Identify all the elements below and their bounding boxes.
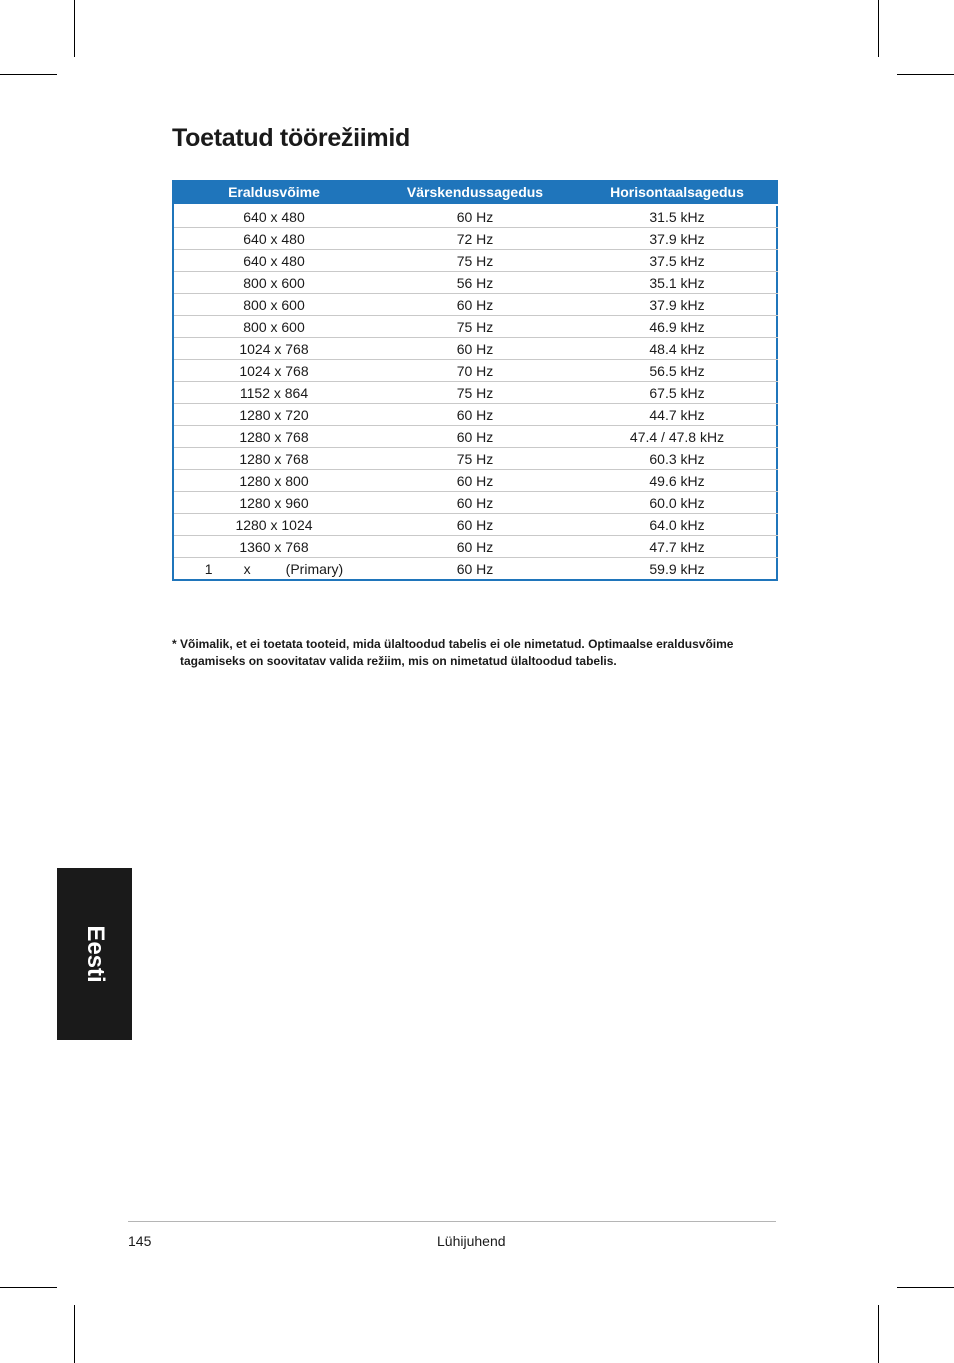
cell-resolution: 1152 x 864 bbox=[174, 382, 374, 404]
table-row bbox=[174, 492, 778, 514]
header-horizontal-frequency: Horisontaalsagedus bbox=[576, 180, 778, 205]
footnote-line-1: * Võimalik, et ei toetata tooteid, mida ülaltoodud tabelis ei ole nimetatud. Optimaalse eraldusvõime bbox=[172, 637, 734, 651]
cell-resolution: 800 x 600 bbox=[174, 316, 374, 338]
cell-refresh-rate: 75 Hz bbox=[374, 382, 576, 404]
table-row bbox=[174, 470, 778, 492]
cell-resolution: 1280 x 1024 bbox=[174, 514, 374, 536]
crop-mark bbox=[0, 74, 57, 75]
crop-mark bbox=[878, 0, 879, 57]
table-row bbox=[174, 338, 778, 360]
cell-horizontal-frequency: 49.6 kHz bbox=[576, 470, 778, 492]
header-refresh-rate: Värskendussagedus bbox=[374, 180, 576, 205]
crop-mark bbox=[74, 1305, 75, 1363]
cell-resolution: 1280 x 800 bbox=[174, 470, 374, 492]
cell-resolution: 1280 x 720 bbox=[174, 404, 374, 426]
cell-resolution: 640 x 480 bbox=[174, 228, 374, 250]
cell-horizontal-frequency: 48.4 kHz bbox=[576, 338, 778, 360]
crop-mark bbox=[0, 1287, 57, 1288]
cell-resolution: 800 x 600 bbox=[174, 294, 374, 316]
cell-horizontal-frequency: 60.3 kHz bbox=[576, 448, 778, 470]
cell-refresh-rate: 60 Hz bbox=[374, 294, 576, 316]
header-resolution: Eraldusvõime bbox=[174, 180, 374, 205]
table-row bbox=[174, 228, 778, 250]
cell-resolution: 1280 x 768 bbox=[174, 448, 374, 470]
table-row bbox=[174, 205, 778, 228]
cell-resolution: 800 x 600 bbox=[174, 272, 374, 294]
table-header bbox=[174, 180, 778, 205]
cell-resolution: 1024 x 768 bbox=[174, 360, 374, 382]
crop-mark bbox=[74, 0, 75, 57]
table-row bbox=[174, 294, 778, 316]
table-row bbox=[174, 536, 778, 558]
footer-doc-title: Lühijuhend bbox=[437, 1233, 506, 1249]
cell-resolution: 640 x 480 bbox=[174, 250, 374, 272]
modes-table bbox=[172, 180, 778, 581]
cell-refresh-rate: 60 Hz bbox=[374, 470, 576, 492]
cell-refresh-rate: 60 Hz bbox=[374, 514, 576, 536]
cell-horizontal-frequency: 37.5 kHz bbox=[576, 250, 778, 272]
cell-horizontal-frequency: 35.1 kHz bbox=[576, 272, 778, 294]
page-number: 145 bbox=[128, 1233, 152, 1249]
table-row bbox=[174, 250, 778, 272]
cell-resolution: 1280 x 768 bbox=[174, 426, 374, 448]
table-row bbox=[174, 272, 778, 294]
cell-refresh-rate: 75 Hz bbox=[374, 448, 576, 470]
cell-horizontal-frequency: 44.7 kHz bbox=[576, 404, 778, 426]
cell-horizontal-frequency: 56.5 kHz bbox=[576, 360, 778, 382]
page-title: Toetatud töörežiimid bbox=[172, 124, 410, 152]
footer-divider bbox=[128, 1221, 776, 1222]
table-row bbox=[174, 360, 778, 382]
table-row bbox=[174, 404, 778, 426]
cell-refresh-rate: 60 Hz bbox=[374, 205, 576, 228]
table-row bbox=[174, 558, 778, 580]
cell-horizontal-frequency: 47.7 kHz bbox=[576, 536, 778, 558]
cell-horizontal-frequency: 59.9 kHz bbox=[576, 558, 778, 580]
cell-resolution: 1280 x 960 bbox=[174, 492, 374, 514]
cell-horizontal-frequency: 31.5 kHz bbox=[576, 205, 778, 228]
crop-mark bbox=[897, 74, 954, 75]
cell-refresh-rate: 60 Hz bbox=[374, 558, 576, 580]
footnote-line-2: tagamiseks on soovitatav valida režiim, mis on nimetatud ülaltoodud tabelis. bbox=[180, 654, 617, 668]
cell-horizontal-frequency: 67.5 kHz bbox=[576, 382, 778, 404]
cell-horizontal-frequency: 46.9 kHz bbox=[576, 316, 778, 338]
cell-horizontal-frequency: 47.4 / 47.8 kHz bbox=[576, 426, 778, 448]
cell-horizontal-frequency: 37.9 kHz bbox=[576, 294, 778, 316]
cell-refresh-rate: 72 Hz bbox=[374, 228, 576, 250]
cell-horizontal-frequency: 60.0 kHz bbox=[576, 492, 778, 514]
language-tab bbox=[57, 868, 132, 1040]
cell-resolution: 1024 x 768 bbox=[174, 338, 374, 360]
language-tab-label: Eesti bbox=[81, 925, 109, 983]
table-row bbox=[174, 448, 778, 470]
cell-horizontal-frequency: 64.0 kHz bbox=[576, 514, 778, 536]
cell-refresh-rate: 56 Hz bbox=[374, 272, 576, 294]
cell-refresh-rate: 60 Hz bbox=[374, 492, 576, 514]
table-row bbox=[174, 316, 778, 338]
table-row bbox=[174, 382, 778, 404]
cell-refresh-rate: 75 Hz bbox=[374, 250, 576, 272]
crop-mark bbox=[878, 1305, 879, 1363]
cell-refresh-rate: 60 Hz bbox=[374, 426, 576, 448]
table-row bbox=[174, 426, 778, 448]
cell-refresh-rate: 75 Hz bbox=[374, 316, 576, 338]
crop-mark bbox=[897, 1287, 954, 1288]
table-row bbox=[174, 514, 778, 536]
cell-resolution: 1 x (Primary) bbox=[174, 558, 374, 580]
cell-refresh-rate: 60 Hz bbox=[374, 536, 576, 558]
cell-resolution: 640 x 480 bbox=[174, 205, 374, 228]
cell-resolution: 1360 x 768 bbox=[174, 536, 374, 558]
cell-refresh-rate: 70 Hz bbox=[374, 360, 576, 382]
footnote bbox=[172, 636, 782, 670]
cell-refresh-rate: 60 Hz bbox=[374, 338, 576, 360]
table-body bbox=[174, 205, 778, 579]
cell-horizontal-frequency: 37.9 kHz bbox=[576, 228, 778, 250]
cell-refresh-rate: 60 Hz bbox=[374, 404, 576, 426]
